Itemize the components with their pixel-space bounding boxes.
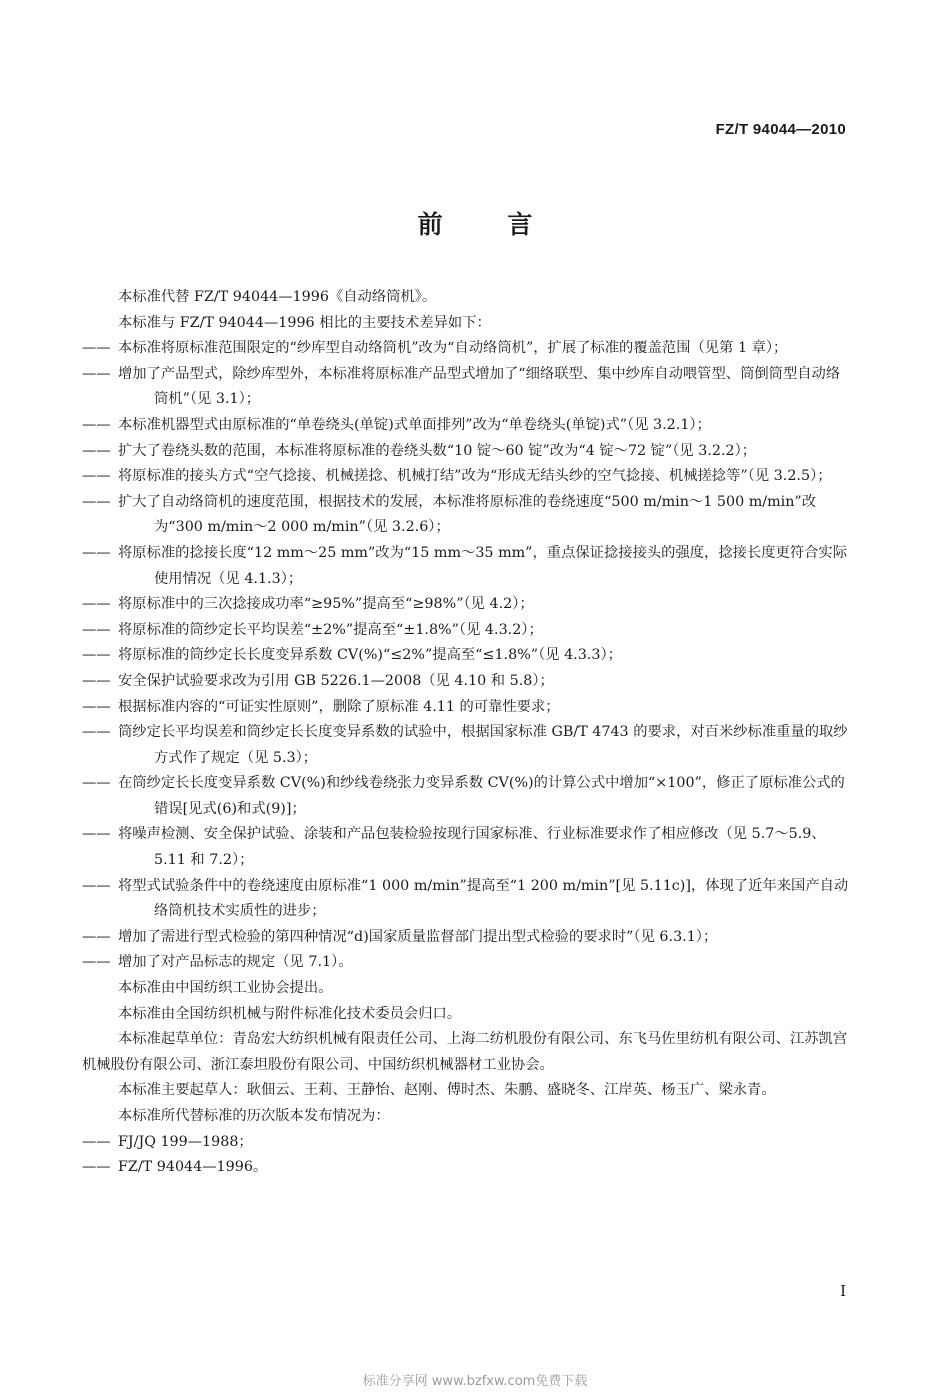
paragraph: 本标准由全国纺织机械与附件标准化技术委员会归口。 xyxy=(118,1005,462,1022)
dash-item-text: 在筒纱定长长度变异系数 CV(%)和纱线卷绕张力变异系数 CV(%)的计算公式中增加“×100”，修正了原标准公式的错误[见式(6)和式(9)]； xyxy=(118,775,845,817)
dash-item-text: 扩大了自动络筒机的速度范围，根据技术的发展，本标准将原标准的卷绕速度“500 m/min～1 500 m/min”改为“300 m/min～2 000 m/min”（见 3.2.6）； xyxy=(118,493,817,536)
dash-item-text: 将噪声检测、安全保护试验、涂装和产品包装检验按现行国家标准、行业标准要求作了相应修改（见 5.7～5.9、5.11 和 7.2）； xyxy=(118,826,826,869)
dash-mark: —— xyxy=(82,877,111,894)
dash-item-text: 将原标准的接头方式“空气捻接、机械搓捻、机械打结”改为“形成无结头纱的空气捻接、机械搓捻等”（见 3.2.5）； xyxy=(118,468,832,485)
dash-item-text: 根据标准内容的“可证实性原则”，删除了原标准 4.11 的可靠性要求； xyxy=(118,698,560,715)
dash-item-text: 本标准将原标准范围限定的“纱库型自动络筒机”改为“自动络筒机”，扩展了标准的覆盖范围（见第 1 章）； xyxy=(118,340,788,357)
dash-item-text: 将原标准的筒纱定长长度变异系数 CV(%)“≤2%”提高至“≤1.8%”（见 4.3.3）； xyxy=(118,647,622,664)
watermark: 标准分享网 www.bzfxw.com免费下载 xyxy=(362,1374,588,1389)
dash-item-text: 增加了对产品标志的规定（见 7.1）。 xyxy=(118,954,353,971)
dash-mark: —— xyxy=(82,954,111,971)
dash-mark: —— xyxy=(82,493,111,510)
dash-list-item xyxy=(82,541,852,592)
dash-list-item xyxy=(82,1130,852,1156)
dash-item-text: 将原标准的筒纱定长平均误差“±2%”提高至“±1.8%”（见 4.3.2）； xyxy=(118,621,543,638)
dash-mark: —— xyxy=(82,647,111,664)
dash-item-text: 扩大了卷绕头数的范围，本标准将原标准的卷绕头数“10 锭～60 锭”改为“4 锭～72 锭”（见 3.2.2）； xyxy=(118,442,757,459)
dash-mark: —— xyxy=(82,698,111,715)
dash-list-item xyxy=(82,439,852,465)
dash-list-item xyxy=(82,720,852,771)
page-title: 前 言 xyxy=(417,210,561,239)
dash-mark: —— xyxy=(82,621,111,638)
dash-mark: —— xyxy=(82,468,111,485)
dash-list-item xyxy=(82,618,852,644)
dash-list-item xyxy=(82,822,852,873)
dash-list-item xyxy=(82,362,852,413)
dash-item-text: 安全保护试验要求改为引用 GB 5226.1—2008（见 4.10 和 5.8）； xyxy=(118,672,554,689)
dash-list-item xyxy=(82,874,852,925)
dash-mark: —— xyxy=(82,442,111,459)
paragraph: 本标准所代替标准的历次版本发布情况为： xyxy=(118,1108,390,1124)
dash-mark: —— xyxy=(82,596,111,613)
paragraph: 本标准由中国纺织工业协会提出。 xyxy=(118,980,333,997)
paragraph: 本标准与 FZ/T 94044—1996 相比的主要技术差异如下： xyxy=(118,314,491,331)
paragraph: 本标准代替 FZ/T 94044—1996《自动络筒机》。 xyxy=(118,289,437,305)
preface-content xyxy=(82,285,852,1181)
dash-mark: —— xyxy=(82,416,111,433)
dash-list-item xyxy=(82,950,852,976)
dash-mark: —— xyxy=(82,724,111,741)
dash-mark: —— xyxy=(82,928,111,945)
dash-mark: —— xyxy=(82,1159,111,1176)
dash-item-text: 筒纱定长平均误差和筒纱定长长度变异系数的试验中，根据国家标准 GB/T 4743 的要求，对百米纱标准重量的取纱方式作了规定（见 5.3）； xyxy=(118,724,848,766)
dash-item-text: 将原标准的捻接长度“12 mm～25 mm”改为“15 mm～35 mm”，重点保证捻接接头的强度，捻接长度更符合实际使用情况（见 4.1.3）； xyxy=(118,544,848,587)
dash-item-text: 将型式试验条件中的卷绕速度由原标准“1 000 m/min”提高至“1 200 m/min”[见 5.11c)]，体现了近年来国产自动络筒机技术实质性的进步； xyxy=(118,877,849,920)
dash-list-item xyxy=(82,925,852,951)
dash-list-item xyxy=(82,669,852,695)
standard-code: FZ/T 94044—2010 xyxy=(715,121,846,138)
dash-item-text: 增加了需进行型式检验的第四种情况“d)国家质量监督部门提出型式检验的要求时”（见 6.3.1）； xyxy=(118,928,718,945)
dash-list-item xyxy=(82,336,852,362)
dash-mark: —— xyxy=(82,775,111,792)
dash-list-item xyxy=(82,695,852,721)
dash-list-item xyxy=(82,592,852,618)
dash-list-item xyxy=(82,464,852,490)
dash-mark: —— xyxy=(82,826,111,843)
dash-mark: —— xyxy=(82,340,111,357)
dash-list-item xyxy=(82,490,852,541)
page-number: I xyxy=(840,1282,846,1300)
dash-item-text: FJ/JQ 199—1988； xyxy=(118,1133,253,1150)
paragraph: 本标准起草单位：青岛宏大纺织机械有限责任公司、上海二纺机股份有限公司、东飞马佐里纺机有限公司、江苏凯宫机械股份有限公司、浙江泰坦股份有限公司、中国纺织机械器材工业协会。 xyxy=(82,1031,848,1073)
dash-item-text: 将原标准中的三次捻接成功率“≥95%”提高至“≥98%”（见 4.2）； xyxy=(118,596,534,613)
dash-mark: —— xyxy=(82,1133,111,1150)
dash-mark: —— xyxy=(82,365,111,382)
dash-list-item xyxy=(82,643,852,669)
dash-list-item xyxy=(82,1155,852,1181)
dash-item-text: FZ/T 94044—1996。 xyxy=(118,1159,268,1176)
dash-item-text: 增加了产品型式，除纱库型外，本标准将原标准产品型式增加了“细络联型、集中纱库自动喂管型、筒倒筒型自动络筒机”（见 3.1）； xyxy=(118,365,841,408)
dash-mark: —— xyxy=(82,544,111,561)
dash-list-item xyxy=(82,771,852,822)
paragraph: 本标准主要起草人：耿佃云、王莉、王静怡、赵刚、傅时杰、朱鹏、盛晓冬、江岸英、杨玉广、梁永青。 xyxy=(118,1082,776,1099)
dash-item-text: 本标准机器型式由原标准的“单卷绕头(单锭)式单面排列”改为“单卷绕头(单锭)式”（见 3.2.1）； xyxy=(118,416,711,433)
dash-list-item xyxy=(82,413,852,439)
dash-mark: —— xyxy=(82,672,111,689)
